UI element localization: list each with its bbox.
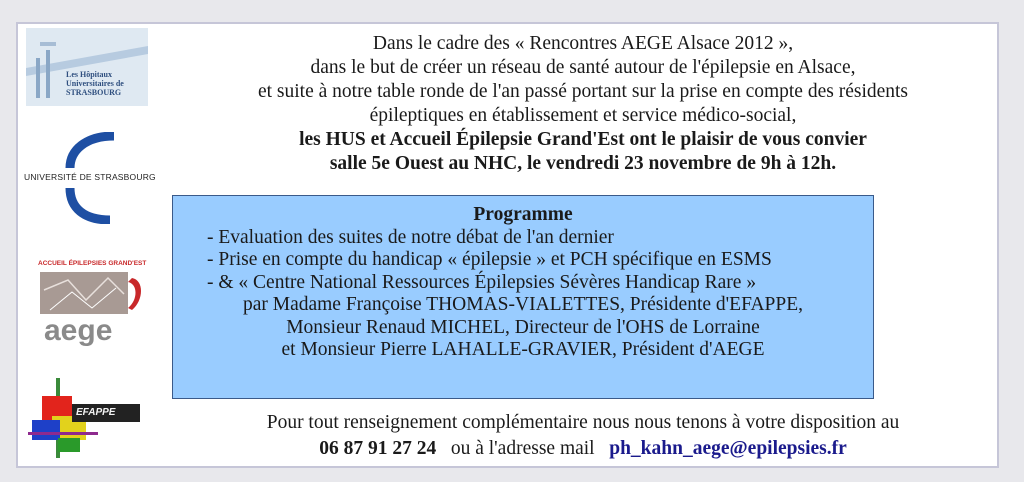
contact-line: Pour tout renseignement complémentaire nous nous tenons à votre disposition au bbox=[266, 412, 900, 433]
contact-footer bbox=[168, 410, 998, 462]
intro-line-1: Dans le cadre des « Rencontres AEGE Alsace 2012 », bbox=[372, 33, 794, 54]
intro-line-4: épileptiques en établissement et service médico-social, bbox=[369, 105, 797, 126]
programme-item: - Prise en compte du handicap « épilepsie » et PCH spécifique en ESMS bbox=[207, 249, 772, 270]
contact-middle-text: ou à l'adresse mail bbox=[450, 438, 595, 459]
hus-logo bbox=[26, 28, 148, 106]
programme-title: Programme bbox=[473, 204, 573, 225]
contact-details bbox=[168, 436, 998, 462]
programme-box bbox=[172, 195, 874, 399]
intro-line-5: les HUS et Accueil Épilepsie Grand'Est ont le plaisir de vous convier bbox=[299, 129, 867, 150]
programme-speaker: par Madame Françoise THOMAS-VIALETTES, Présidente d'EFAPPE, bbox=[242, 294, 804, 315]
intro-line-2: dans le but de créer un réseau de santé autour de l'épilepsie en Alsace, bbox=[310, 57, 856, 78]
aege-logo bbox=[38, 260, 146, 352]
intro-line-6: salle 5e Ouest au NHC, le vendredi 23 novembre de 9h à 12h. bbox=[329, 153, 837, 174]
aege-logo-word: aege bbox=[44, 314, 113, 347]
unistra-logo bbox=[24, 132, 156, 224]
invitation-document bbox=[16, 22, 999, 468]
programme-speaker: Monsieur Renaud MICHEL, Directeur de l'OHS de Lorraine bbox=[286, 316, 760, 338]
efappe-logo bbox=[28, 376, 144, 460]
efappe-logo-text: EFAPPE bbox=[76, 407, 116, 418]
email-address[interactable]: ph_kahn_aege@epilepsies.fr bbox=[609, 438, 847, 459]
programme-item: - Evaluation des suites de notre débat de l'an dernier bbox=[207, 226, 614, 248]
programme-speaker: et Monsieur Pierre LAHALLE-GRAVIER, Président d'AEGE bbox=[281, 339, 765, 360]
programme-item: - & « Centre National Ressources Épilepsies Sévères Handicap Rare » bbox=[207, 271, 757, 293]
aege-logo-heading: ACCUEIL ÉPILEPSIES GRAND'EST bbox=[38, 260, 147, 267]
invitation-intro bbox=[168, 32, 998, 176]
hus-logo-text: Les Hôpitaux Universitaires de STRASBOURG bbox=[66, 70, 124, 97]
phone-number: 06 87 91 27 24 bbox=[319, 438, 437, 459]
unistra-logo-text: UNIVERSITÉ DE STRASBOURG bbox=[24, 172, 156, 182]
intro-line-3: et suite à notre table ronde de l'an passé portant sur la prise en compte des résidents bbox=[257, 81, 909, 102]
efappe-logo-graphic bbox=[28, 376, 144, 460]
